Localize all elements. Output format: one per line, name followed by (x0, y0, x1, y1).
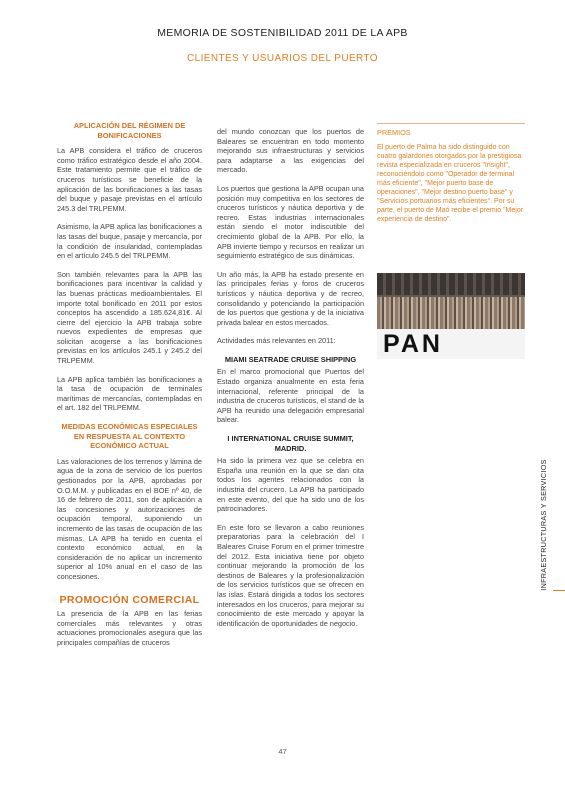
text-column-left (57, 121, 202, 657)
paragraph: Asimismo, la APB aplica las bonificaciones a las tasas del buque, pasaje y mercancía, por la condición de insularidad, contempladas en el artículo 245.5 del TRLPEMM. (57, 222, 202, 261)
paragraph: En el marco promocional que Puertos del Estado organiza anualmente en esta feria internacional, referente principal de la industria de cruceros turísticos, el stand de la APB ha reunido una delegación empresarial balear. (217, 367, 364, 425)
heading-medidas-economicas (57, 422, 202, 451)
photo-ceiling (377, 273, 525, 295)
premios-text: El puerto de Palma ha sido distinguido con cuatro galardones otorgados por la prestigiosa revista especializada en cruceros "Insight", reconociéndolo como "Operador de terminal más eficiente", "Mejor puerto base de operaciones", "Mejor destino puerto base" y "Servicios portuarios más eficientes". Por su parte, el puerto de Maó recibe el premio "Mejor experiencia de destino". (377, 144, 524, 223)
photo-crowd (377, 297, 525, 329)
section-side-tab (535, 455, 553, 595)
heading-cruise-summit (217, 434, 364, 453)
heading-line: BONIFICACIONES (97, 130, 162, 140)
heading-regimen-bonificaciones (57, 121, 202, 140)
side-tab-label: INFRAESTRUCTURAS Y SERVICIOS (539, 459, 548, 591)
heading-line: EN RESPUESTA AL CONTEXTO (73, 431, 186, 441)
heading-line: I INTERNATIONAL CRUISE SUMMIT, (227, 434, 354, 444)
page-number: 47 (278, 747, 287, 756)
paragraph: Actividades más relevantes en 2011: (217, 336, 336, 346)
premios-title: PREMIOS (377, 128, 411, 137)
paragraph: Ha sido la primera vez que se celebra en España una reunión en la que se dan cita todos los agentes relacionados con la industria del crucero. La APB ha participado en este evento, del que ha sido uno de los patrocinadores. (217, 456, 364, 514)
paragraph: Un año más, la APB ha estado presente en las principales ferias y foros de cruceros turísticos y náutica deportiva y de recreo, consolidando y potenciando la participación de los puertos que gestiona y de la iniciativa privada balear en estos mercados. (217, 269, 364, 327)
paragraph: Las valoraciones de los terrenos y lámina de agua de la zona de servicio de los puertos gestionados por la APB, aprobadas por O.O.M.M. y publicadas en el BOE nº 40, de 16 de febrero de 2011, son de aplicación a las concesiones y autorizaciones de ocupación temporal, suponiendo un incremento de las tasas de ocupación de las mismas. LA APB ha tenido en cuenta el contexto económico actual, en la consideración de no aplicar un incremento superior al 10% anual en el caso de las concesiones. (57, 456, 202, 581)
text-column-middle (217, 127, 364, 637)
premios-sidebar-box (377, 123, 525, 273)
heading-line: MADRID. (274, 443, 307, 453)
paragraph: La presencia de la APB en las ferias comerciales más relevantes y otras actuaciones promocionales asegura que las principales compañías de cruceros (57, 609, 202, 647)
document-header-title: MEMORIA DE SOSTENIBILIDAD 2011 DE LA APB (157, 27, 408, 39)
side-tab-rule (553, 590, 565, 591)
heading-miami-seatrade: MIAMI SEATRADE CRUISE SHIPPING (224, 354, 357, 364)
paragraph: En este foro se llevaron a cabo reuniones preparatorias para la celebración del I Baleares Cruise Forum en el primer trimestre del 2012. Esta iniciativa tiene por objeto continuar mejorando la promoción de los destinos de Baleares y la profesionalización de los servicios turísticos que se ofrecen en las islas. Estará dirigida a todos los sectores interesados en los cruceros, para mejorar su conocimiento de este mercado y apoyar la identificación de oportunidades de negocio. (217, 522, 364, 628)
heading-promocion-comercial: PROMOCIÓN COMERCIAL (59, 593, 200, 606)
photo-banner-text: PAN (383, 330, 443, 358)
heading-line: ECONÓMICO ACTUAL (90, 441, 169, 451)
heading-line: MEDIDAS ECONÓMICAS ESPECIALES (61, 422, 198, 432)
trade-fair-photo (377, 273, 525, 359)
paragraph: Son también relevantes para la APB las bonificaciones para incentivar la calidad y las buenas prácticas medioambientales. El importe total bonificado en 2011 por estos conceptos ha ascendido a 185.624,81€. Al cierre del ejercicio la APB trabaja sobre nuevos expedientes de empresas que solicitan acogerse a las bonificaciones previstas en los artículos 245.1 y 245.2 del TRLPEMM. (57, 269, 202, 366)
paragraph: del mundo conozcan que los puertos de Baleares se encuentran en todo momento mejorando sus infraestructuras y servicios para adaptarse a las exigencias del mercado. (217, 127, 364, 175)
paragraph: La APB considera el tráfico de cruceros como tráfico estratégico desde el año 2004. Este tratamiento permite que el tráfico de cruceros turísticos se beneficie de la aplicación de las bonificaciones a las tasas del buque y pasaje previstas en el artículo 245.3 del TRLPEMM. (57, 146, 202, 213)
paragraph: La APB aplica también las bonificaciones a la tasa de ocupación de terminales marítimas de mercancías, contempladas en el art. 182 del TRLPEMM. (57, 374, 202, 413)
section-title: CLIENTES Y USUARIOS DEL PUERTO (187, 53, 378, 64)
paragraph: Los puertos que gestiona la APB ocupan una posición muy competitiva en los sectores de cruceros turísticos y náutica deportiva y de recreo. Estas industrias internacionales están siendo el motor indiscutible del crecimiento global de la APB. Por ello, la APB invierte tiempo y recursos en realizar un seguimiento estratégico de sus dinámicas. (217, 183, 364, 261)
heading-line: APLICACIÓN DEL RÉGIMEN DE (73, 121, 186, 130)
